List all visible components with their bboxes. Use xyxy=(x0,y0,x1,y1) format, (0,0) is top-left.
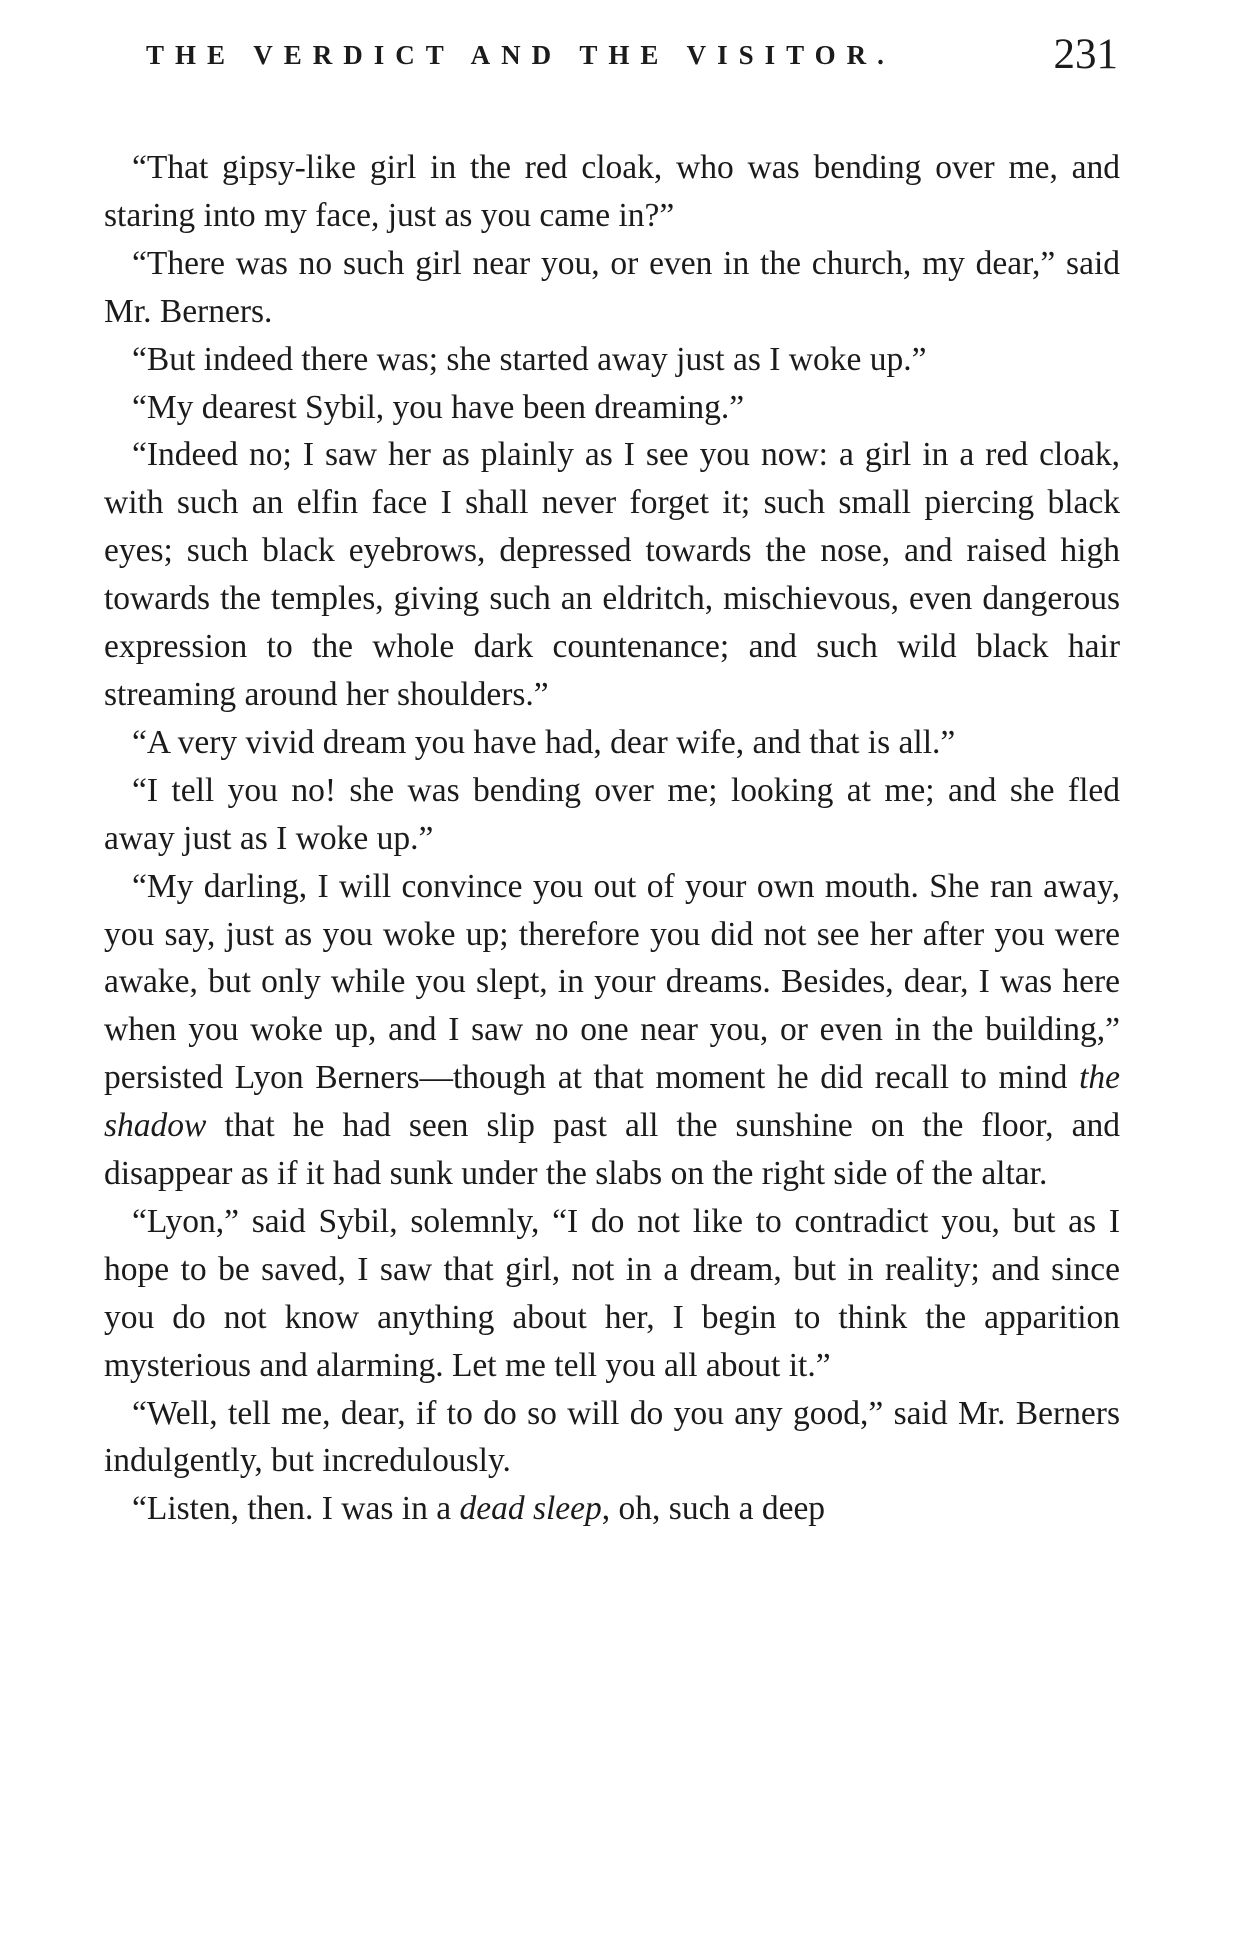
paragraph: “Indeed no; I saw her as plainly as I see you now: a girl in a red cloak, with such an elfin face I shall never forget it; such small piercing black eyes; such black eyebrows, depressed towards the nose, and raised high towards the temples, giving such an eldritch, mischievous, even dangerous expression to the whole dark countenance; and such wild black hair streaming around her shoulders.” xyxy=(104,436,1120,713)
paragraph xyxy=(104,1485,1120,1533)
paragraph: “Well, tell me, dear, if to do so will do you any good,” said Mr. Berners indulgently, but incredulously. xyxy=(104,1394,1120,1480)
paragraph: “That gipsy-like girl in the red cloak, who was bending over me, and staring into my face, just as you came in?” xyxy=(104,149,1120,234)
paragraph: “Lyon,” said Sybil, solemnly, “I do not like to contradict you, but as I hope to be saved, I saw that girl, not in a dream, but in reality; and since you do not know anything about her, I begin to think the apparition mysterious and alarming. Let me tell you all about it.” xyxy=(104,1202,1120,1384)
running-head-title: THE VERDICT AND THE VISITOR. xyxy=(146,40,895,70)
paragraph: “A very vivid dream you have had, dear wife, and that is all.” xyxy=(132,723,956,761)
paragraph: “But indeed there was; she started away just as I woke up.” xyxy=(132,340,927,378)
paragraph: “My dearest Sybil, you have been dreaming.” xyxy=(132,388,745,426)
emphasis-text: the shadow xyxy=(104,1059,1120,1145)
paragraph-text: “Listen, then. I was in a xyxy=(132,1490,460,1528)
paragraph-text: “My darling, I will convince you out of your own mouth. She ran away, you say, just as you woke up; therefore you did not see her after you were awake, but only while you slept, in your dreams. Besides, dear, I was here when you woke up, and I saw no one near you, or even in the building,” persisted Lyon Berners—though at that moment he did recall to mind xyxy=(104,867,1120,1097)
paragraph-text: , oh, such a deep xyxy=(601,1490,826,1528)
paragraph: “There was no such girl near you, or even in the church, my dear,” said Mr. Berners. xyxy=(104,244,1120,330)
body-text xyxy=(104,144,1120,1533)
emphasis-text: dead sleep xyxy=(459,1490,602,1528)
page-number: 231 xyxy=(1053,31,1118,78)
paragraph: “I tell you no! she was bending over me; looking at me; and she fled away just as I woke up.” xyxy=(104,771,1120,857)
book-page xyxy=(104,30,1120,1533)
paragraph-text: that he had seen slip past all the sunshine on the floor, and disappear as if it had sunk under the slabs on the right side of the altar. xyxy=(104,1107,1120,1193)
running-head xyxy=(104,30,1120,92)
paragraph xyxy=(104,863,1120,1198)
